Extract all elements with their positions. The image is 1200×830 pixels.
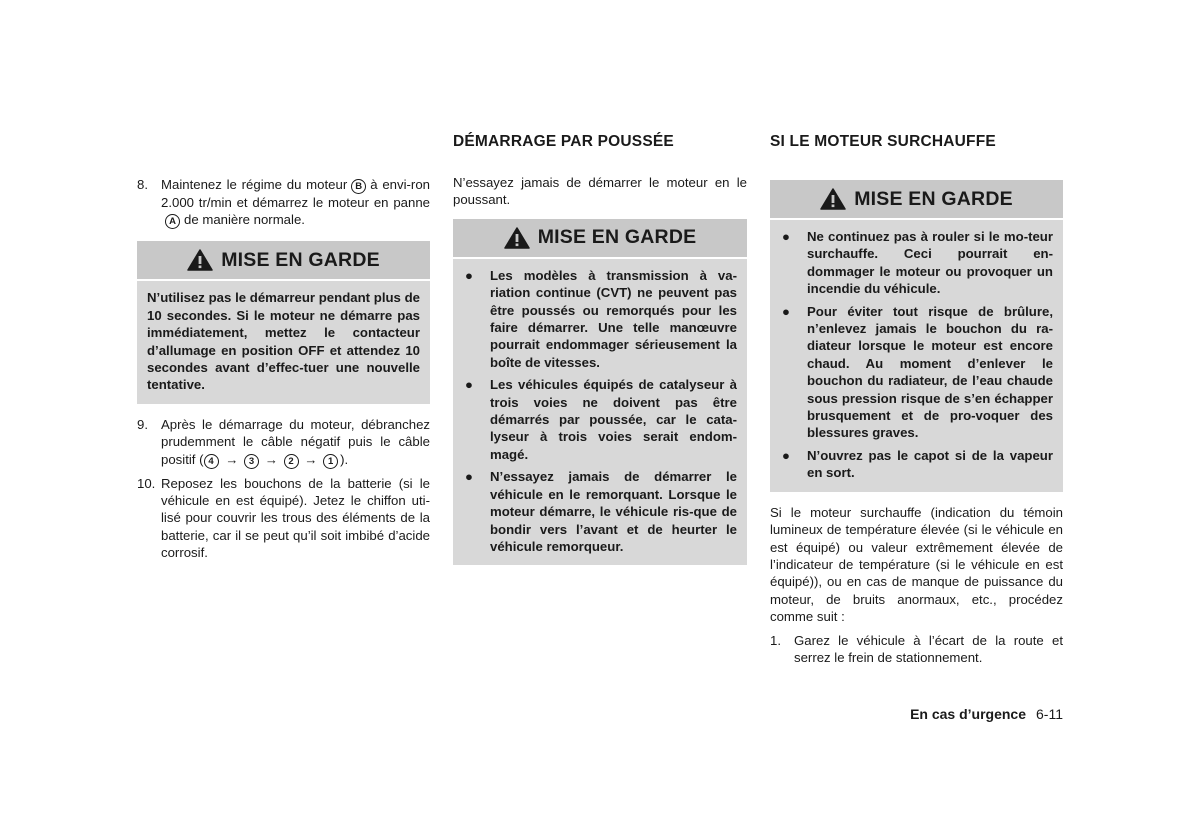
warning-header xyxy=(770,180,1063,220)
warning-list xyxy=(453,259,747,566)
circled-a-icon: A xyxy=(165,214,180,229)
warning-header xyxy=(453,219,747,259)
middle-column xyxy=(453,131,747,565)
step-text: de manière normale. xyxy=(184,212,305,228)
right-column xyxy=(770,131,1063,672)
step-text: à envi-ron 2.000 tr/min et démarrez le moteur en panne xyxy=(161,177,430,210)
page-footer xyxy=(860,706,1063,722)
circled-4-icon: 4 xyxy=(204,454,219,469)
warning-triangle-icon xyxy=(820,188,846,210)
warning-triangle-icon xyxy=(504,227,530,249)
step-text: ). xyxy=(340,451,349,467)
warning-item: ● N’ouvrez pas le capot si de la vapeur en sort. xyxy=(782,447,1053,481)
step-number: 10. xyxy=(137,475,156,491)
step-number: 1. xyxy=(770,632,781,648)
step-text: Garez le véhicule à l’écart de la route et serrez le frein de stationnement. xyxy=(794,632,1063,665)
intro-paragraph: N’essayez jamais de démarrer le moteur en le poussant. xyxy=(453,175,747,208)
warning-title: MISE EN GARDE xyxy=(854,187,1013,210)
circled-2-icon: 2 xyxy=(284,454,299,469)
bullet-icon: ● xyxy=(782,303,790,319)
warning-item: ● Pour éviter tout risque de brûlure, n’enlevez jamais le bouchon du ra-diateur lorsque le moteur est encore chaud. Au moment d’enlever le bouchon du radiateur, de l’eau chaude sous pression risque de s’en échapper brusquement et de pro-voquer des blessures graves. xyxy=(782,303,1053,441)
warning-triangle-icon xyxy=(187,249,213,271)
step-text: Après le démarrage du moteur, débranchez prudemment le câble négatif puis le câble positif ( xyxy=(161,416,430,467)
step-number: 9. xyxy=(137,416,148,432)
step-10 xyxy=(137,475,430,562)
bullet-icon: ● xyxy=(465,267,473,283)
arrow: → xyxy=(304,451,318,467)
bullet-icon: ● xyxy=(782,447,790,463)
circled-b-icon: B xyxy=(351,179,366,194)
bullet-icon: ● xyxy=(465,377,473,393)
warning-box xyxy=(453,219,747,566)
arrow: → xyxy=(264,451,278,467)
step-1 xyxy=(770,632,1063,667)
footer-section-name: En cas d’urgence xyxy=(910,706,1027,722)
section-title: DÉMARRAGE PAR POUSSÉE xyxy=(453,133,674,150)
page-number: 6-11 xyxy=(1036,706,1063,722)
warning-item: ● Ne continuez pas à rouler si le mo-teur surchauffe. Ceci pourrait en-dommager le moteur ou provoquer un incendie du véhicule. xyxy=(782,229,1053,297)
warning-item: ● Les véhicules équipés de catalyseur à trois voies ne doivent pas être démarrés par poussée, car le cata-lyseur à trois voies serait endom-magé. xyxy=(465,377,737,462)
circled-3-icon: 3 xyxy=(244,454,259,469)
intro-paragraph: Si le moteur surchauffe (indication du témoin lumineux de température élevée (si le véhicule en est équipé) ou valeur extrêmement élevée de l’indicateur de température (si le véhicule en est équipé)), ou en cas de manque de puissance du moteur, de bruits anormaux, etc., procédez comme suit : xyxy=(770,504,1063,625)
arrow: → xyxy=(225,451,239,467)
bullet-icon: ● xyxy=(465,469,473,485)
section-title: SI LE MOTEUR SURCHAUFFE xyxy=(770,133,996,150)
step-8 xyxy=(137,176,430,229)
step-9 xyxy=(137,416,430,469)
warning-item: ● N’essayez jamais de démarrer le véhicule en le remorquant. Lorsque le moteur démarre, le véhicule ris-que de bondir vers l’avant et de heurter le véhicule remorqueur. xyxy=(465,469,737,554)
warning-list xyxy=(770,220,1063,492)
bullet-icon: ● xyxy=(782,229,790,244)
warning-title: MISE EN GARDE xyxy=(221,248,380,271)
step-text: Reposez les bouchons de la batterie (si le véhicule en est équipé). Jetez le chiffon uti-lisé pour couvrir les trous des éléments de la batterie, car il se peut qu’il soit imbibé d’acide corrosif. xyxy=(161,475,430,561)
warning-header xyxy=(137,241,430,281)
warning-title: MISE EN GARDE xyxy=(537,226,697,249)
warning-text: N’utilisez pas le démarreur pendant plus de 10 secondes. Si le moteur ne démarre pas immédiatement, mettez le contacteur d’allumage en position OFF et attendez 10 secondes avant d’effec-tuer une nouvelle tentative. xyxy=(147,290,420,393)
warning-box xyxy=(137,241,430,403)
left-column xyxy=(137,176,430,568)
step-number: 8. xyxy=(137,177,148,192)
circled-1-icon: 1 xyxy=(323,454,338,469)
warning-item: ● Les modèles à transmission à va-riation continue (CVT) ne peuvent pas être poussés ou remorqués pour les faire démarrer. Une telle manœuvre pourrait endommager sérieusement la boîte de vitesses. xyxy=(465,267,737,370)
warning-box xyxy=(770,180,1063,492)
step-text: Maintenez le régime du moteur xyxy=(161,177,348,192)
